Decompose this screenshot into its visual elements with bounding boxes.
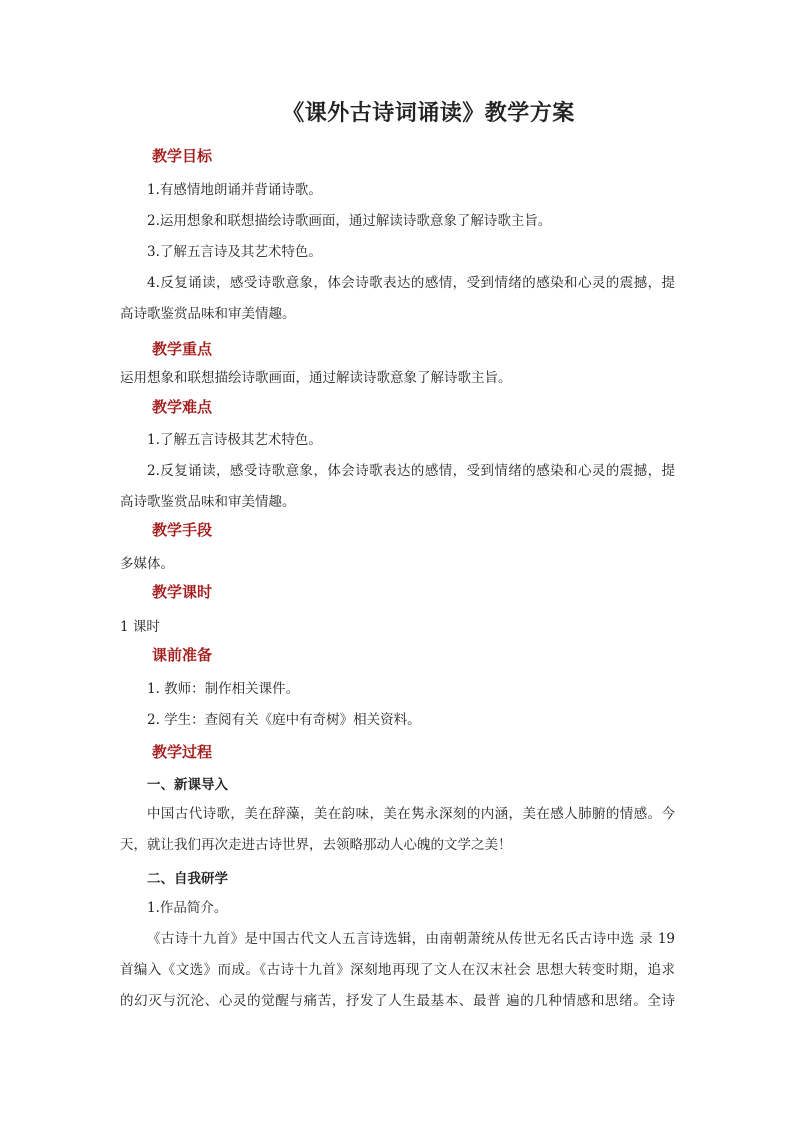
goal-item: 3.了解五言诗及其艺术特色。 xyxy=(147,244,322,260)
goal-item: 4.反复诵读，感受诗歌意象，体会诗歌表达的感情，受到情绪的感染和心灵的震撼，提 xyxy=(147,275,675,291)
heading-key-points: 教学重点 xyxy=(152,340,213,358)
self-study-text: 《古诗十九首》是中国古代文人五言诗选辑，由南朝萧统从传世无名氏古诗中选 录 19 xyxy=(147,931,675,947)
heading-process: 教学过程 xyxy=(152,743,213,761)
document-page xyxy=(120,0,675,1122)
difficulty-item: 2.反复诵读，感受诗歌意象，体会诗歌表达的感情，受到情绪的感染和心灵的震撼，提 xyxy=(147,463,675,479)
goal-item-continued: 高诗歌鉴赏品味和审美情趣。 xyxy=(120,306,296,322)
preparation-item: 1. 教师：制作相关课件。 xyxy=(147,681,300,697)
means-text: 多媒体。 xyxy=(120,556,174,572)
goal-item: 1.有感情地朗诵并背诵诗歌。 xyxy=(147,182,322,198)
heading-preparation: 课前准备 xyxy=(152,646,213,664)
self-study-text-continued: 首编入《文选》而成。《古诗十九首》深刻地再现了文人在汉末社会 思想大转变时期，追求 xyxy=(120,962,675,978)
heading-difficulties: 教学难点 xyxy=(152,398,213,416)
document-title: 《课外古诗词诵读》教学方案 xyxy=(282,100,575,126)
preparation-item: 2. 学生：查阅有关《庭中有奇树》相关资料。 xyxy=(147,712,421,728)
class-hours-text: 1 课时 xyxy=(120,619,160,635)
heading-means: 教学手段 xyxy=(152,521,213,539)
heading-goals: 教学目标 xyxy=(152,147,213,165)
difficulty-item-continued: 高诗歌鉴赏品味和审美情趣。 xyxy=(120,494,296,510)
goal-item: 2.运用想象和联想描绘诗歌画面，通过解读诗歌意象了解诗歌主旨。 xyxy=(147,213,552,229)
introduction-text: 中国古代诗歌，美在辞藻，美在韵味，美在隽永深刻的内涵，美在感人肺腑的情感。今 xyxy=(147,806,675,822)
key-points-text: 运用想象和联想描绘诗歌画面，通过解读诗歌意象了解诗歌主旨。 xyxy=(120,370,512,386)
heading-class-hours: 教学课时 xyxy=(152,583,213,601)
introduction-text-continued: 天，就让我们再次走进古诗世界，去领略那动人心魄的文学之美！ xyxy=(120,837,512,853)
difficulty-item: 1.了解五言诗极其艺术特色。 xyxy=(147,432,322,448)
self-study-item: 1.作品简介。 xyxy=(147,900,228,916)
self-study-text-continued: 的幻灭与沉沦、心灵的觉醒与痛苦，抒发了人生最基本、最普 遍的几种情感和思绪。全诗 xyxy=(120,993,675,1009)
subheading-self-study: 二、自我研学 xyxy=(147,871,228,887)
subheading-introduction: 一、新课导入 xyxy=(147,777,228,793)
